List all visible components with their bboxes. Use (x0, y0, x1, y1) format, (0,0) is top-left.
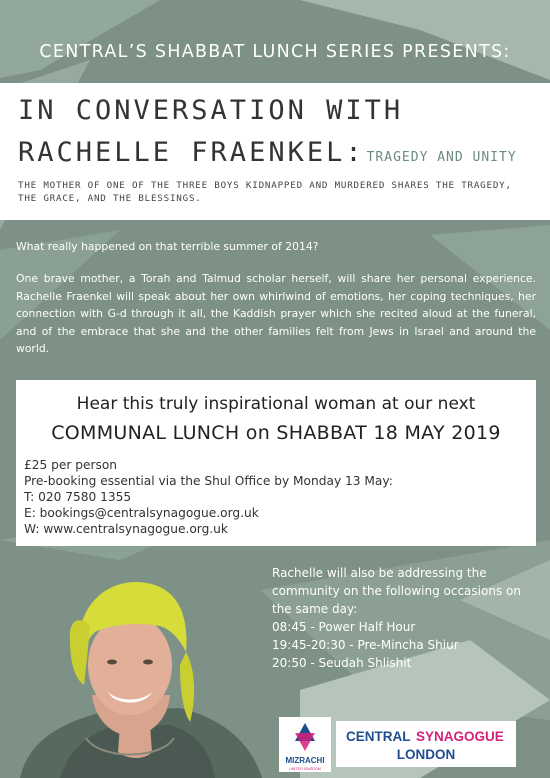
event-title: COMMUNAL LUNCH on SHABBAT 18 MAY 2019 (51, 422, 501, 444)
mizrachi-logo (279, 717, 331, 772)
price: £25 per person (24, 458, 118, 472)
intro-question: What really happened on that terrible summer of 2014? (16, 240, 319, 253)
additional-sessions (272, 564, 542, 672)
series-header: CENTRAL’S SHABBAT LUNCH SERIES PRESENTS: (39, 42, 511, 62)
tagline: THE MOTHER OF ONE OF THE THREE BOYS KIDNAPPED AND MURDERED SHARES THE TRAGEDY, THE GRACE, AND THE BLESSINGS. (18, 180, 512, 204)
speaker-photo (0, 560, 290, 778)
central-synagogue-logo (336, 721, 516, 767)
title-subtitle: TRAGEDY AND UNITY (366, 150, 517, 165)
mizrachi-sublabel: UNITED KINGDOM (289, 767, 321, 771)
booking-details (24, 457, 393, 537)
star-of-david-icon (279, 717, 331, 772)
mizrachi-label: MIZRACHI (285, 756, 325, 765)
website-link[interactable]: W: www.centralsynagogue.org.uk (24, 522, 228, 536)
title-line-1: IN CONVERSATION WITH (18, 95, 404, 126)
logo-synagogue: SYNAGOGUE (416, 729, 504, 744)
booking-deadline: Pre-booking essential via the Shul Office by Monday 13 May: (24, 474, 393, 488)
phone[interactable]: T: 020 7580 1355 (24, 490, 132, 504)
logo-london: LONDON (396, 747, 456, 762)
email-link[interactable]: E: bookings@centralsynagogue.org.uk (24, 506, 259, 520)
invitation-line: Hear this truly inspirational woman at our next (76, 394, 476, 414)
logo-central: CENTRAL (346, 729, 411, 744)
session-item: 08:45 - Power Half Hour (272, 620, 416, 634)
title-line-2 (18, 137, 517, 168)
description-paragraph: One brave mother, a Torah and Talmud scholar herself, will share her personal experience. Rachelle Fraenkel will speak about her own whirlwind of emotions, her coping techniques, her connection with G-d through it all, the Kaddish prayer which she recited aloud at the funeral, and of the embrace that she and the other families felt from Jews in Israel and around the world. (16, 272, 536, 355)
session-item: 20:50 - Seudah Shlishit (272, 656, 412, 670)
speaker-name: RACHELLE FRAENKEL: (18, 137, 365, 168)
sessions-intro: Rachelle will also be addressing the community on the following occasions on the same day: (272, 566, 521, 616)
session-item: 19:45-20:30 - Pre-Mincha Shiur (272, 638, 459, 652)
